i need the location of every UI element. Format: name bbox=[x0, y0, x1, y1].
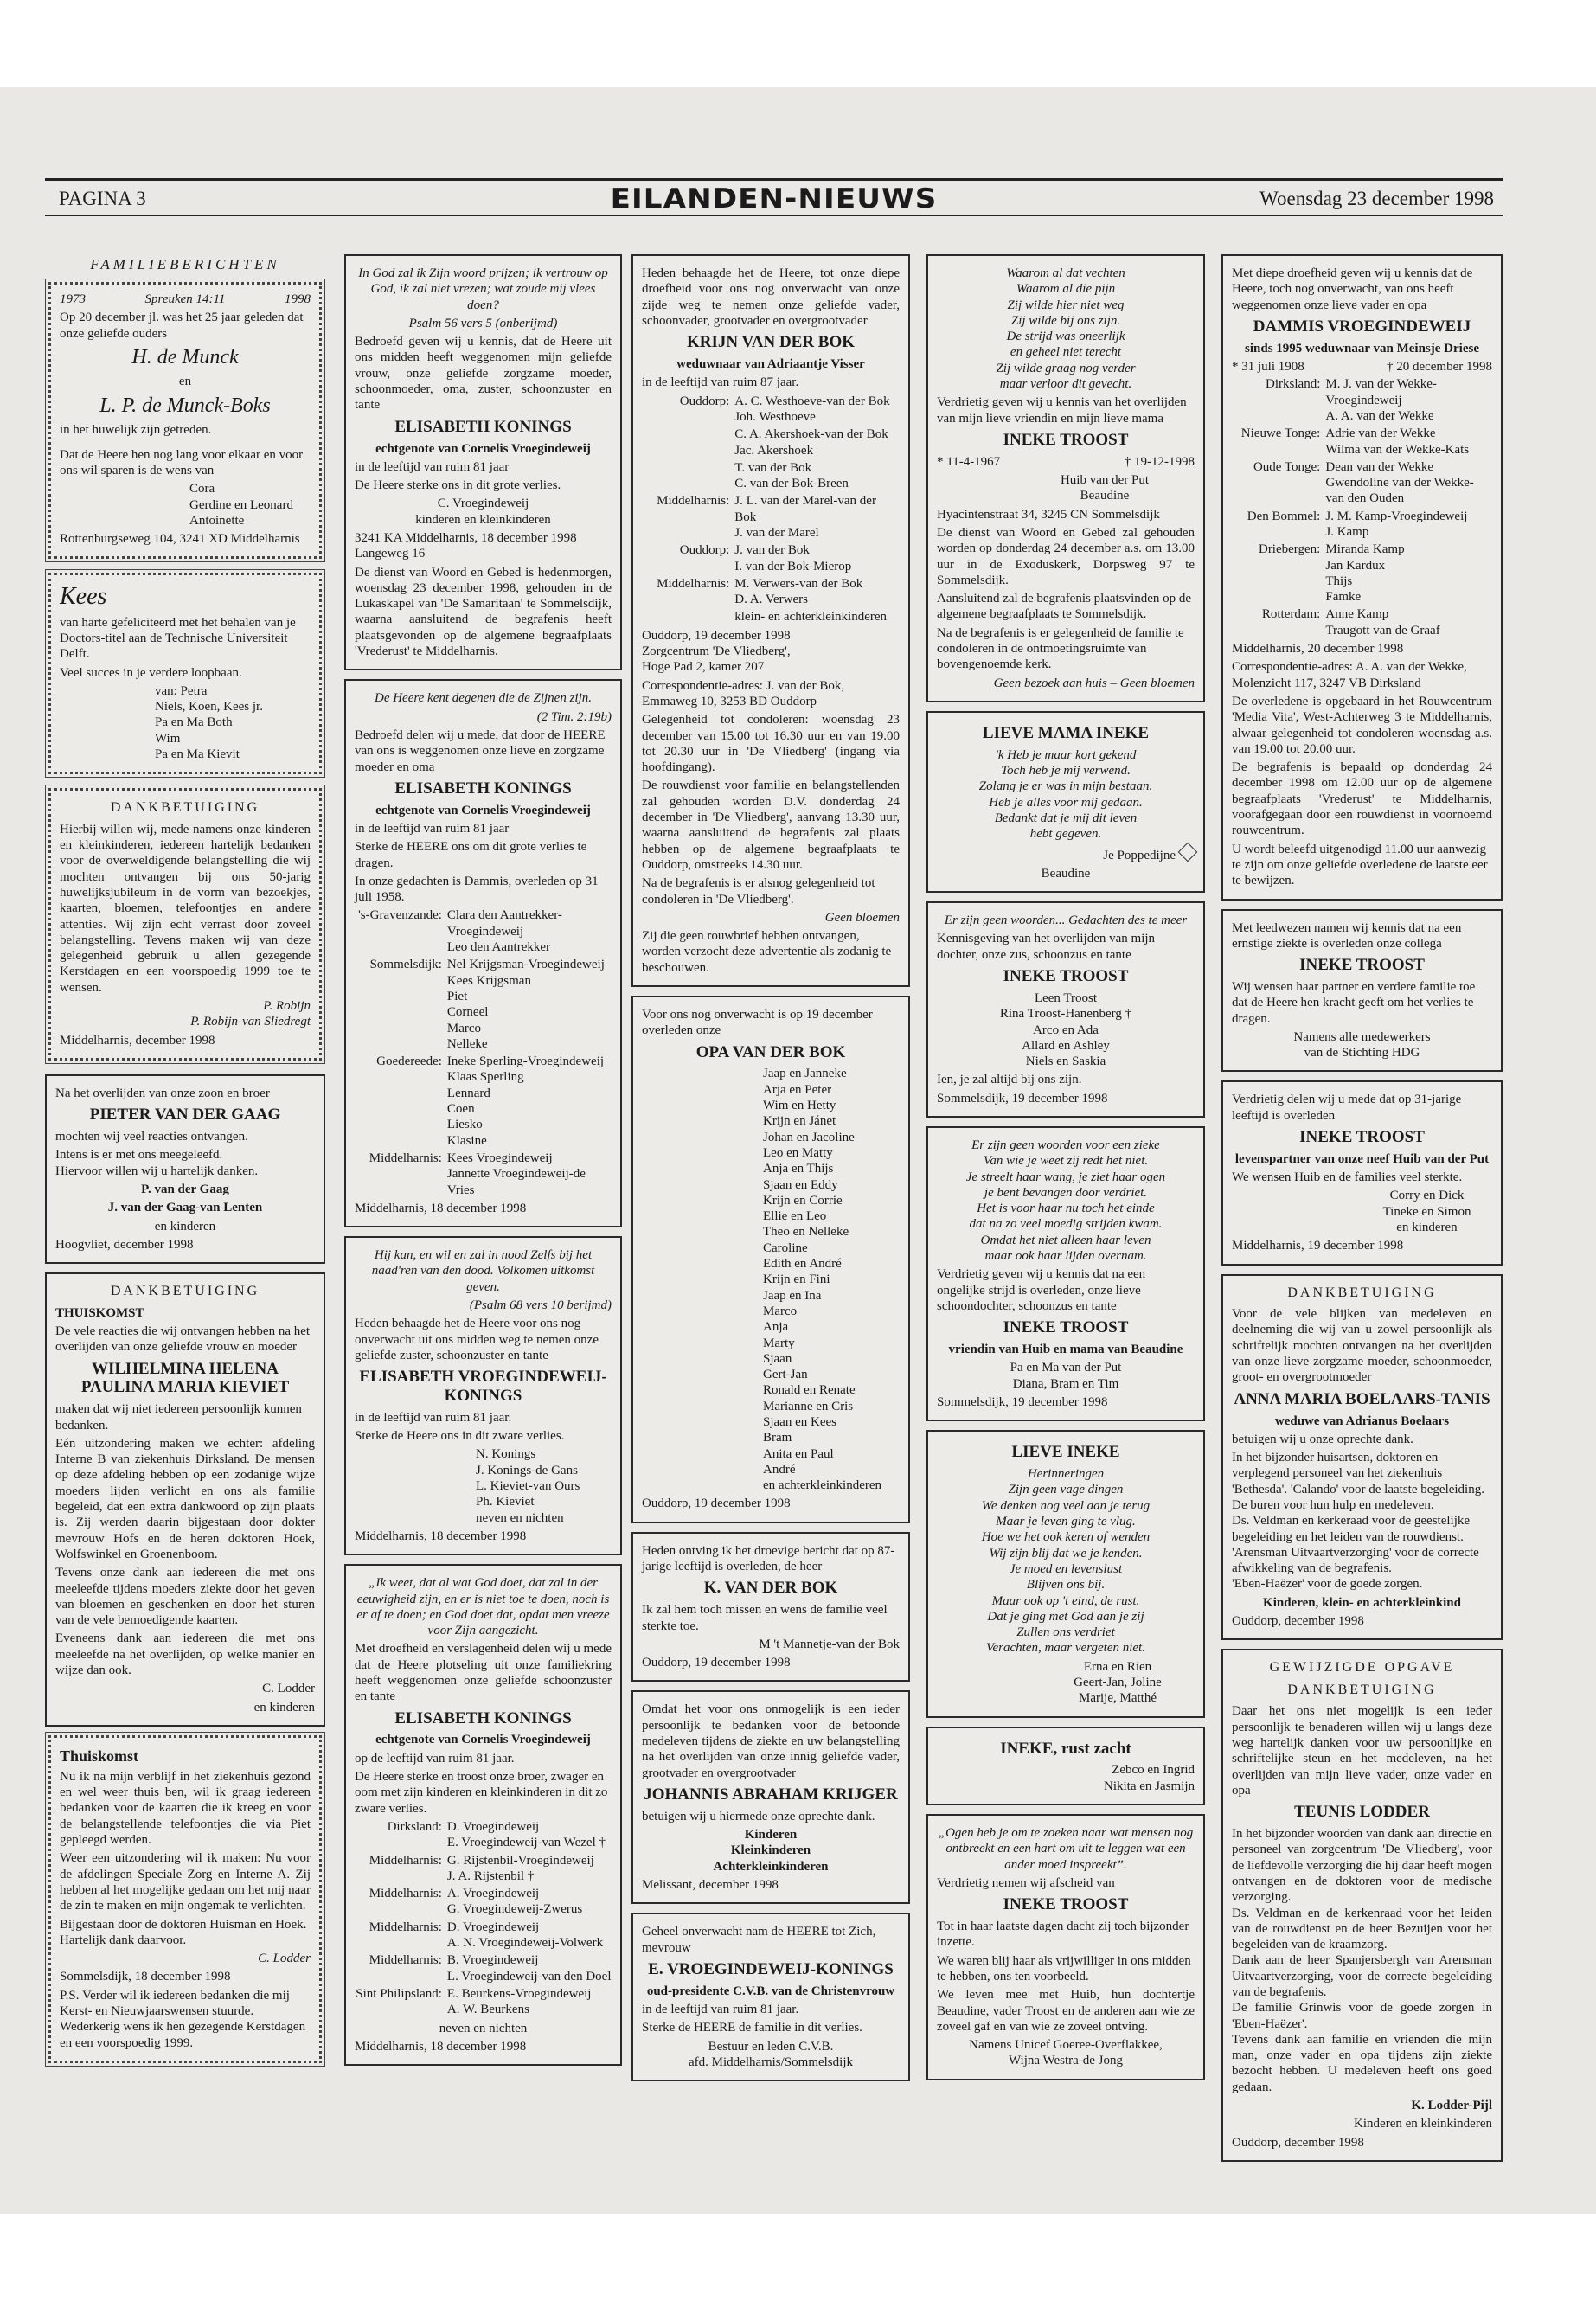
notice-text: Verdrietig geven wij u kennis dat na een ongelijke strijd is overleden, onze lieve schoondochter, schoonzus en tante bbox=[937, 1267, 1146, 1313]
signatory: neven en nichten bbox=[439, 2021, 528, 2035]
death-date: † 19-12-1998 bbox=[1124, 454, 1195, 469]
spouse-line: weduwe van Adrianus Boelaars bbox=[1274, 1413, 1450, 1428]
family-place: Nieuwe Tonge: bbox=[1240, 426, 1321, 441]
age-line: in de leeftijd van ruim 81 jaar. bbox=[642, 2002, 799, 2016]
family-row bbox=[642, 542, 900, 574]
family-place: Dirksland: bbox=[387, 1819, 442, 1834]
relation-line: levenspartner van onze neef Huib van der Put bbox=[1234, 1151, 1490, 1166]
notice-troost-inlaws bbox=[926, 1126, 1205, 1421]
family-names: A. C. Westhoeve-van der Bok Joh. Westhoeve bbox=[734, 394, 890, 424]
heart-icon bbox=[1178, 842, 1198, 862]
family-names: D. Vroegindeweij A. N. Vroegindeweij-Volwerk bbox=[446, 1920, 604, 1951]
masthead-logo: EILANDEN-NIEUWS bbox=[610, 183, 938, 215]
verse-ref: Spreuken 14:11 bbox=[144, 292, 226, 306]
place-date: Middelharnis, 18 december 1998 bbox=[355, 2039, 527, 2054]
column-4 bbox=[926, 254, 1205, 2089]
age-line: in de leeftijd van ruim 81 jaar bbox=[355, 822, 510, 836]
family-names: G. Rijstenbil-Vroegindeweij J. A. Rijstenbil † bbox=[446, 1853, 594, 1883]
bible-quote: De Heere kent degenen die de Zijnen zijn. bbox=[374, 691, 593, 706]
notice-text: van harte gefeliciteerd met het behalen van je Doctors-titel aan de Technische Universiteit Delft. bbox=[60, 615, 296, 662]
family-place: Ouddorp: bbox=[679, 543, 730, 558]
spouse-line: echtgenote van Cornelis Vroegindeweij bbox=[375, 441, 591, 456]
signatory: Kinderen en kleinkinderen bbox=[1354, 2117, 1492, 2131]
signatory: Beaudine bbox=[1041, 866, 1091, 881]
signatories: Pa en Ma van der Put Diana, Bram en Tim bbox=[1010, 1361, 1122, 1391]
notice-text: Verdrietig delen wij u mede dat op 31-jarige leeftijd is overleden bbox=[1232, 1093, 1462, 1123]
correspondence-address: Correspondentie-adres: J. van der Bok, Emmaweg 10, 3253 BD Ouddorp bbox=[642, 678, 845, 708]
notice-text: Heden ontving ik het droevige bericht dat op 87-jarige leeftijd is overleden, de heer bbox=[642, 1543, 895, 1574]
notice-lieve-ineke bbox=[926, 1430, 1205, 1717]
family-row bbox=[642, 609, 900, 625]
family-names: Nel Krijgsman-Vroegindeweij Kees Krijgsman Piet Corneel Marco Nelleke bbox=[446, 958, 605, 1051]
signatories: Huib van der Put Beaudine bbox=[1060, 473, 1150, 503]
family-row bbox=[355, 907, 612, 955]
notice-text: Voor ons nog onverwacht is op 19 december overleden onze bbox=[642, 1008, 873, 1038]
notice-cvb bbox=[631, 1913, 910, 2081]
notice-heading: Thuiskomst bbox=[60, 1747, 139, 1765]
issue-date: Woensdag 23 december 1998 bbox=[1259, 188, 1494, 209]
notice-heading: DANKBETUIGING bbox=[110, 1284, 260, 1299]
column-3 bbox=[631, 254, 910, 2090]
notice-31-jarig bbox=[1221, 1080, 1503, 1265]
notice-kicker: GEWIJZIGDE OPGAVE bbox=[1269, 1660, 1455, 1676]
place-date: Ouddorp, 19 december 1998 Zorgcentrum 'De Vliedberg', Hoge Pad 2, kamer 207 bbox=[642, 628, 791, 675]
notice-homecoming bbox=[48, 1735, 322, 2063]
deceased-name: ELISABETH VROEGINDEWEIJ-KONINGS bbox=[359, 1368, 607, 1406]
notice-text: in het huwelijk zijn getreden. bbox=[60, 423, 212, 438]
notice-text: Daar het ons niet mogelijk is een ieder persoonlijk te benaderen willen wij u langs deze weg hartelijk danken voor uw persoonlijke en schriftelijke steun en het medeleven, na het overlijden van mijn lieve vader, onze vader en opa bbox=[1232, 1704, 1492, 1798]
notice-heading: INEKE, rust zacht bbox=[1000, 1739, 1131, 1758]
deceased-name: WILHELMINA HELENA PAULINA MARIA KIEVIET bbox=[80, 1359, 290, 1397]
notice-text: Weer een uitzondering wil ik maken: Nu voor de afdelingen Speciale Zorg en Interne A. Zij hebben al het mogelijke gedaan om het mij naar de zin te maken en mijn ongemak te verlichten. bbox=[60, 1851, 311, 1913]
notice-heading: LIEVE INEKE bbox=[1011, 1443, 1120, 1462]
burial-info: Aansluitend zal de begrafenis plaatsvinden op de algemene begraafplaats te Sommelsdijk. bbox=[937, 592, 1192, 622]
deceased-name: INEKE TROOST bbox=[1299, 956, 1425, 975]
family-names: T. van der Bok C. van der Bok-Breen bbox=[734, 460, 849, 491]
notice-text: In onze gedachten is Dammis, overleden op 31 juli 1958. bbox=[355, 874, 599, 905]
family-row bbox=[1232, 542, 1492, 605]
poem: 'k Heb je maar kort gekend Toch heb je mij verwend. Zolang je er was in mijn bestaan. Heb je alles voor mij gedaan. Bedankt dat je mij dit leven hebt gegeven. bbox=[978, 747, 1153, 842]
spouse-line: echtgenote van Cornelis Vroegindeweij bbox=[375, 803, 591, 817]
birth-date: * 11-4-1967 bbox=[937, 454, 1001, 469]
family-row bbox=[642, 394, 900, 426]
family-names: Dean van der Wekke Gwendoline van der Wekke-van den Ouden bbox=[1325, 459, 1474, 506]
family-names: D. Vroegindeweij E. Vroegindeweij-van Wezel † bbox=[446, 1819, 606, 1850]
deceased-name: INEKE TROOST bbox=[1003, 1318, 1129, 1337]
notice-text: We waren blij haar als vrijwilliger in ons midden te hebben, ons ten voorbeeld. bbox=[937, 1953, 1191, 1984]
place-date: Middelharnis, 18 december 1998 bbox=[355, 1201, 527, 1215]
page-header bbox=[45, 178, 1503, 216]
notice-text: We wensen Huib en de families veel sterkte. bbox=[1232, 1170, 1463, 1185]
poem: Waarom al dat vechten Waarom al die pijn Zij wilde hier niet weg Zij wilde bij ons zijn. De strijd was oneerlijk en geheel niet terecht Zij wilde graag nog verder maar verloor dit gevecht. bbox=[996, 266, 1136, 392]
bible-ref: (Psalm 68 vers 10 berijmd) bbox=[469, 1298, 612, 1313]
deceased-name: INEKE TROOST bbox=[1003, 1895, 1129, 1914]
family-place: Middelharnis: bbox=[657, 494, 730, 509]
deceased-name: PIETER VAN DER GAAG bbox=[89, 1106, 281, 1125]
signatories: Namens Unicef Goeree-Overflakkee, Wijna Westra-de Jong bbox=[969, 2038, 1163, 2068]
notice-text: Sterke de HEERE ons om dit grote verlies te dragen. bbox=[355, 840, 587, 870]
place-date: Middelharnis, 19 december 1998 bbox=[1232, 1239, 1404, 1253]
notice-text: Met leedwezen namen wij kennis dat na een ernstige ziekte is overleden onze collega bbox=[1232, 920, 1462, 951]
notice-text: Verdrietig geven wij u kennis van het overlijden van mijn lieve vriendin en mijn lieve mama bbox=[937, 395, 1187, 426]
notice-text: Nu ik na mijn verblijf in het ziekenhuis gezond en wel weer thuis ben, wil ik graag iedereen bedanken voor de kaarten die ik kreeg en voor de belangstellende telefoontjes die via Piet gepleegd werden. bbox=[60, 1769, 311, 1848]
bible-ref: (2 Tim. 2:19b) bbox=[536, 709, 612, 724]
place-date: Sommelsdijk, 19 december 1998 bbox=[937, 1395, 1108, 1409]
column-1 bbox=[45, 254, 325, 2077]
deceased-name: DAMMIS VROEGINDEWEIJ bbox=[1253, 317, 1471, 336]
birth-date: * 31 juli 1908 bbox=[1232, 360, 1304, 375]
family-row bbox=[355, 1952, 612, 1984]
notice-text: Intens is er met ons meegeleefd. Hiervoor willen wij u hartelijk danken. bbox=[55, 1148, 259, 1178]
page-number: PAGINA 3 bbox=[59, 188, 146, 209]
place-date: Middelharnis, 18 december 1998 bbox=[355, 1529, 527, 1543]
service-info: De rouwdienst voor familie en belangstellenden zal gehouden worden D.V. donderdag 24 december in 'De Vliedberg', aanvang 13.30 uur, waarna aansluitend de begrafenis zal plaats hebben op de algemene begraafplaats te Ouddorp, omstreeks 14.30 uur. bbox=[642, 779, 900, 872]
family-place: Den Bommel: bbox=[1247, 509, 1321, 523]
family-row bbox=[642, 576, 900, 608]
signatories: P. Robijn P. Robijn-van Sliedregt bbox=[190, 999, 311, 1029]
family-place bbox=[642, 460, 734, 492]
deceased-name: JOHANNIS ABRAHAM KRIJGER bbox=[644, 1785, 898, 1804]
place-date: Hoogvliet, december 1998 bbox=[55, 1237, 194, 1252]
notice-krijger bbox=[631, 1690, 910, 1904]
signatory: K. Lodder-Pijl bbox=[1411, 2099, 1492, 2113]
couple-name-1: H. de Munck bbox=[131, 345, 239, 369]
notice-text: Voor de vele blijken van medeleven en deelneming die wij van u zowel persoonlijk als schriftelijk mochten ontvangen na het overlijden van onze lieve zorgzame moeder, schoonmoeder, groot- en overgrootmoeder bbox=[1232, 1307, 1492, 1385]
deceased-name: ANNA MARIA BOELAARS-TANIS bbox=[1234, 1389, 1490, 1408]
notice-text: Met droefheid en verslagenheid delen wij u mede dat de Heere plotseling uit onze familiekring heeft weggenomen onze geliefde schoonzuster en tante bbox=[355, 1642, 612, 1704]
family-names: C. A. Akershoek-van der Bok Jac. Akershoek bbox=[734, 427, 888, 458]
notice-text: Sterke de Heere ons in dit zware verlies. bbox=[355, 1429, 565, 1444]
notice-text: Bijgestaan door de doktoren Huisman en Hoek. Hartelijk dank daarvoor. bbox=[60, 1917, 307, 1947]
signatories: van: Petra Niels, Koen, Kees jr. Pa en Ma Both Wim Pa en Ma Kievit bbox=[155, 683, 263, 761]
family-row bbox=[355, 1819, 612, 1851]
family-place bbox=[642, 426, 734, 458]
signatory: C. Lodder bbox=[262, 1682, 315, 1696]
family-names: E. Beurkens-Vroegindeweij A. W. Beurkens bbox=[446, 1986, 592, 2017]
family-names: Adrie van der Wekke Wilma van der Wekke-Kats bbox=[1325, 426, 1470, 457]
notice-text: Na het overlijden van onze zoon en broer bbox=[55, 1086, 270, 1100]
family-place: Middelharnis: bbox=[657, 576, 730, 591]
place-date: Ouddorp, december 1998 bbox=[1232, 2135, 1364, 2150]
family-names: J. van der Bok I. van der Bok-Mierop bbox=[734, 543, 852, 574]
notice-troost-father bbox=[926, 901, 1205, 1118]
notice-text: Kennisgeving van het overlijden van mijn dochter, onze zus, schoonzus en tante bbox=[937, 932, 1156, 962]
notice-text: Geheel onverwacht nam de HEERE tot Zich, mevrouw bbox=[642, 1925, 876, 1955]
notice-konings-family bbox=[344, 254, 622, 670]
notice-text: Sterke de HEERE de familie in dit verlies. bbox=[642, 2021, 862, 2035]
family-row bbox=[355, 1150, 612, 1198]
death-date: † 20 december 1998 bbox=[1386, 360, 1492, 375]
family-place: Middelharnis: bbox=[369, 1150, 442, 1165]
role-line: oud-presidente C.V.B. van de Christenvrouw bbox=[646, 1984, 895, 1998]
notice-text: mochten wij veel reacties ontvangen. bbox=[55, 1130, 248, 1144]
notice-text: Verdrietig nemen wij afscheid van bbox=[937, 1875, 1115, 1890]
notice-heading: DANKBETUIGING bbox=[1287, 1682, 1437, 1697]
notice-text: Heden behaagde het de Heere voor ons nog onverwacht uit ons midden weg te nemen onze geliefde zuster, schoonzuster en tante bbox=[355, 1317, 599, 1362]
poem: Herinneringen Zijn geen vage dingen We denken nog veel aan je terug Maar je leven ging te vlug. Hoe we het ook keren of wenden Wij zijn blij dat we je kenden. Je moed en levenslust Blijven ons bij. Maar ook op 't eind, de rust. Dat je ging met God aan je zij Zullen ons verdriet Verachten, maar vergeten niet. bbox=[981, 1467, 1151, 1656]
notice-subheading: THUISKOMST bbox=[55, 1305, 144, 1320]
notice-text: Bedroefd geven wij u kennis, dat de Heere uit ons midden heeft weggenomen mijn geliefde vrouw, onze geliefde zorgzame moeder, schoonmoeder, oma, zuster, schoonzuster en tante bbox=[355, 335, 612, 413]
family-place: Rotterdam: bbox=[1261, 607, 1321, 622]
family-row bbox=[642, 460, 900, 492]
year-end: 1998 bbox=[284, 292, 311, 306]
family-names: Clara den Aantrekker-Vroegindeweij Leo den Aantrekker bbox=[446, 908, 562, 955]
signatory: en kinderen bbox=[154, 1219, 216, 1234]
notice-unicef bbox=[926, 1814, 1205, 2080]
address: Hyacintenstraat 34, 3245 CN Sommelsdijk bbox=[937, 507, 1160, 522]
deceased-name: ELISABETH KONINGS bbox=[394, 779, 572, 798]
place-date: Middelharnis, december 1998 bbox=[60, 1033, 215, 1048]
signatories: Corry en Dick Tineke en Simon en kinderen bbox=[1382, 1189, 1471, 1235]
family-place: Middelharnis: bbox=[369, 1853, 442, 1868]
notice-text: Bedroefd delen wij u mede, dat door de HEERE van ons is weggenomen onze lieve en zorgzame moeder en oma bbox=[355, 727, 606, 774]
signatory: P. van der Gaag bbox=[141, 1182, 229, 1196]
family-names: J. L. van der Marel-van der Bok J. van der Marel bbox=[734, 494, 876, 540]
notice-text: Eén uitzondering maken we echter: afdeling Interne B van ziekenhuis Dirksland. De mensen op deze afdeling hebben op een zodanige wijze moeders lijden verlicht en ons als familie begeleid, dat een extra dankwoord op zijn plaats is. Zij werden daarin bijgestaan door dokter mevrouw Hofs en de heren doktoren Hoek, Wolfswinkel en Groenenboom. bbox=[55, 1436, 315, 1561]
family-row bbox=[355, 1986, 612, 2018]
relation-line: vriendin van Huib en mama van Beaudine bbox=[948, 1343, 1183, 1357]
notice-thanks-gaag bbox=[45, 1074, 325, 1264]
notice-anniversary bbox=[48, 282, 322, 559]
deceased-name: TEUNIS LODDER bbox=[1294, 1803, 1430, 1822]
notice-text: De Heere sterke ons in dit grote verlies. bbox=[355, 478, 561, 493]
family-place: Sommelsdijk: bbox=[369, 958, 442, 972]
notice-opa bbox=[631, 996, 910, 1523]
deceased-name: INEKE TROOST bbox=[1299, 1128, 1425, 1147]
family-names: M. Verwers-van der Bok D. A. Verwers bbox=[734, 576, 863, 607]
notice-text: Wij wensen haar partner en verdere familie toe dat de Heere hen kracht geeft om het verlies te dragen. bbox=[1232, 979, 1476, 1026]
notice-konings-siblings bbox=[344, 1236, 622, 1555]
place-date: Ouddorp, 19 december 1998 bbox=[642, 1656, 791, 1670]
notice-text: Ien, je zal altijd bij ons zijn. bbox=[937, 1073, 1082, 1087]
bible-ref: Psalm 56 vers 5 (onberijmd) bbox=[408, 316, 558, 330]
family-names: Kees Vroegindeweij Jannette Vroegindeweij-de Vries bbox=[446, 1150, 586, 1197]
family-place bbox=[642, 609, 734, 625]
spouse-line: weduwnaar van Adriaantje Visser bbox=[676, 357, 865, 372]
place-date: Middelharnis, 20 december 1998 bbox=[1232, 642, 1404, 657]
family-row bbox=[1232, 509, 1492, 541]
age-line: in de leeftijd van ruim 81 jaar. bbox=[355, 1410, 512, 1425]
notice-thanks-lodder bbox=[1221, 1649, 1503, 2162]
family-row bbox=[355, 1920, 612, 1952]
notice-van-der-bok bbox=[631, 254, 910, 987]
service-info: De dienst van Woord en Gebed zal gehouden worden op donderdag 24 december a.s. om 13.00 uur in de Exoduskerk, Dorpsweg 97 te Sommelsdijk. bbox=[937, 526, 1195, 587]
lying-in-state: De overledene is opgebaard in het Rouwcentrum 'Media Vita', West-Achterweg 3 te Middelharnis, alwaar gelegenheid tot condoleren woensdag a.s. van 19.00 tot 20.00 uur. bbox=[1232, 694, 1492, 756]
notice-text: De vele reacties die wij ontvangen hebben na het overlijden van onze geliefde vrouw en moeder bbox=[55, 1324, 311, 1355]
person-name: Kees bbox=[60, 583, 107, 611]
place-date: Melissant, december 1998 bbox=[642, 1877, 779, 1892]
signatories: Kinderen Kleinkinderen Achterkleinkinderen bbox=[713, 1828, 829, 1874]
section-title: FAMILIEBERICHTEN bbox=[90, 256, 280, 272]
notice-heading: DANKBETUIGING bbox=[110, 800, 260, 816]
notice-heading: LIEVE MAMA INEKE bbox=[982, 723, 1150, 742]
family-place: Middelharnis: bbox=[369, 1953, 442, 1968]
family-row bbox=[355, 1054, 612, 1149]
burial-info: De begrafenis is bepaald op donderdag 24 december 1998 om 12.00 uur op de algemene begraafplaats 'Vrederust' te Middelharnis, voorafgegaan door een rouwdienst in voornoemd rouwcentrum. bbox=[1232, 760, 1492, 838]
notice-text: maken dat wij niet iedereen persoonlijk kunnen bedanken. bbox=[55, 1402, 302, 1433]
signatories: Zebco en Ingrid Nikita en Jasmijn bbox=[1104, 1763, 1195, 1793]
notice-lieve-mama bbox=[926, 711, 1205, 893]
family-row bbox=[642, 493, 900, 541]
family-list bbox=[355, 1819, 612, 2018]
notice-text: Ik zal hem toch missen en wens de familie veel sterkte toe. bbox=[642, 1603, 888, 1633]
signatories: Cora Gerdine en Leonard Antoinette bbox=[189, 482, 293, 528]
family-names: Ineke Sperling-Vroegindeweij Klaas Sperling Lennard Coen Liesko Klasine bbox=[446, 1054, 605, 1148]
notice-text: Dat de Heere hen nog lang voor elkaar en voor ons wil sparen is de wens van bbox=[60, 447, 304, 478]
burial-info: De dienst van Woord en Gebed is hedenmorgen, woensdag 23 december 1998, gehouden in de Lukaskapel van 'De Samaritaan' te Sommelsdijk, waarna aansluitend de begrafenis heeft plaatsgevonden op de algemene begraafplaats 'Vrederust' te Middelharnis. bbox=[355, 565, 612, 659]
signatory: C. Lodder bbox=[258, 1952, 311, 1966]
notice-text: Heden behaagde het de Heere, tot onze diepe droefheid voor ons nog onverwacht van onze zijde weg te nemen onze geliefde vader, schoonvader, grootvader en overgrootvader bbox=[642, 266, 900, 328]
quote: „Ogen heb je om te zoeken naar wat mensen nog ontbreekt en een hart om uit te leggen wat een ander moed inspreekt”. bbox=[938, 1826, 1194, 1872]
signatories: Leen Troost Rina Troost-Hanenberg † Arco en Ada Allard en Ashley Niels en Saskia bbox=[999, 990, 1132, 1069]
family-row bbox=[1232, 606, 1492, 638]
notice-text: Na de begrafenis is er alsnog gelegenheid tot condoleren in 'De Vliedberg'. bbox=[642, 876, 875, 907]
signatory: M 't Mannetje-van der Bok bbox=[759, 1637, 900, 1651]
signatory: en kinderen bbox=[253, 1700, 315, 1715]
signatories: Erna en Rien Geert-Jan, Joline Marije, Matthé bbox=[1074, 1659, 1162, 1706]
bible-quote: Hij kan, en wil en zal in nood Zelfs bij het naad'ren van den dood. Volkomen uitkomst geven. bbox=[371, 1248, 595, 1294]
notice-text: U wordt beleefd uitgenodigd 11.00 uur aanwezig te zijn om onze geliefde overledene de laatste eer te bewijzen. bbox=[1232, 842, 1488, 888]
conjunction: en bbox=[178, 375, 192, 389]
notice-text: Tevens onze dank aan iedereen die met ons meeleefde tijdens moeders ziekte door het geven van bloemen en geschenken en door het sturen van de vele bemoedigende kaarten. bbox=[55, 1566, 315, 1628]
family-row bbox=[355, 957, 612, 1052]
family-names: A. Vroegindeweij G. Vroegindeweij-Zwerus bbox=[446, 1887, 583, 1917]
column-2 bbox=[344, 254, 622, 2074]
signatory: J. van der Gaag-van Lenten bbox=[107, 1201, 263, 1215]
notice-konings-children bbox=[344, 679, 622, 1227]
postscript: P.S. Verder wil ik iedereen bedanken die mij Kerst- en Nieuwjaarswensen stuurde. Wederkerig wens ik hen gezegende Kerstdagen en een voorspoedig 1999. bbox=[60, 1988, 306, 2050]
family-row bbox=[355, 1886, 612, 1918]
correspondence-address: Correspondentie-adres: A. A. van der Wekke, Molenzicht 117, 3247 VB Dirksland bbox=[1232, 660, 1467, 690]
deceased-name: ELISABETH KONINGS bbox=[394, 1708, 572, 1727]
family-list bbox=[1232, 376, 1492, 638]
deceased-name: OPA VAN DER BOK bbox=[695, 1042, 846, 1061]
notice-k-van-der-bok bbox=[631, 1532, 910, 1682]
deceased-name: ELISABETH KONINGS bbox=[394, 417, 572, 436]
family-row bbox=[1232, 426, 1492, 458]
notice-text: Op 20 december jl. was het 25 jaar geleden dat onze geliefde ouders bbox=[60, 311, 304, 341]
signatories: Kinderen, klein- en achterkleinkind bbox=[1263, 1595, 1461, 1610]
family-place: Dirksland: bbox=[1266, 377, 1321, 392]
visiting-info: Gelegenheid tot condoleren: woensdag 23 december van 15.00 tot 16.30 uur en van 19.00 tot 20.30 uur in 'De Vliedberg' (ingang via hoofdingang). bbox=[642, 713, 900, 775]
notice-text: betuigen wij u onze oprechte dank. bbox=[1232, 1432, 1413, 1446]
year-start: 1973 bbox=[60, 292, 86, 306]
quote: Er zijn geen woorden... Gedachten des te meer bbox=[944, 913, 1188, 928]
place-date: Sommelsdijk, 19 december 1998 bbox=[937, 1091, 1108, 1106]
notice-hdg bbox=[1221, 909, 1503, 1073]
family-names: Anne Kamp Traugott van de Graaf bbox=[1325, 607, 1440, 638]
notice-heading: DANKBETUIGING bbox=[1287, 1285, 1437, 1300]
poem: Er zijn geen woorden voor een zieke Van wie je weet zij redt het niet. Je streelt haar wang, je ziet haar ogen je bent bevangen door verdriet. Het is voor haar nu toch het einde dat na zo veel moedig strijden kwam. Omdat het niet alleen haar leven maar ook haar lijden overnam. bbox=[965, 1138, 1166, 1264]
notice-text: De Heere sterke en troost onze broer, zwager en oom met zijn kinderen en kleinkinderen in dit zo zware verlies. bbox=[355, 1770, 608, 1816]
family-row bbox=[355, 1853, 612, 1885]
place-date: Ouddorp, december 1998 bbox=[1232, 1614, 1364, 1629]
signatories: C. Vroegindeweij kinderen en kleinkinderen bbox=[415, 497, 551, 527]
family-names: Miranda Kamp Jan Kardux Thijs Famke bbox=[1325, 542, 1405, 605]
notice-text: Omdat het voor ons onmogelijk is een ieder persoonlijk te bedanken voor de betoonde medeleven tijdens de ziekte en uw belangstelling na het overlijden van onze innig geliefde vader, grootvader en overgrootvader bbox=[642, 1702, 900, 1780]
family-names: klein- en achterkleinkinderen bbox=[734, 610, 888, 625]
notice-text: We leven mee met Huib, hun dochtertje Beaudine, vader Troost en de anderen aan wie ze zoveel gaf en van wie ze zoveel ontving. bbox=[937, 1988, 1195, 2034]
family-place: 's-Gravenzande: bbox=[358, 908, 442, 923]
notice-thanks-robijn bbox=[48, 788, 322, 1061]
column-5 bbox=[1221, 254, 1503, 2170]
notice-thanks-kieviet bbox=[45, 1272, 325, 1727]
family-place: Middelharnis: bbox=[369, 1887, 442, 1901]
footer-note: Geen bezoek aan huis – Geen bloemen bbox=[993, 676, 1195, 690]
family-place: Sint Philipsland: bbox=[356, 1986, 442, 2001]
notice-text: Zij die geen rouwbrief hebben ontvangen, worden verzocht deze advertentie als zodanig te beschouwen. bbox=[642, 929, 892, 975]
family-names: B. Vroegindeweij L. Vroegindeweij-van den Doel bbox=[446, 1953, 612, 1984]
bible-quote: „Ik weet, dat al wat God doet, dat zal in der eeuwigheid zijn, en er is niet toe te doen, noch is er af te doen; en God doet dat, opdat men vreeze voor Zijn aangezicht. bbox=[356, 1576, 610, 1638]
notice-congratulation bbox=[48, 573, 322, 774]
family-names: M. J. van der Wekke-Vroegindeweij A. A. van der Wekke bbox=[1325, 377, 1437, 423]
notice-text: Eveneens dank aan iedereen die met ons meeleefde na het overlijden, op welke manier en wijze dan ook. bbox=[55, 1631, 315, 1678]
age-line: in de leeftijd van ruim 87 jaar. bbox=[642, 375, 799, 390]
notice-text: betuigen wij u hiermede onze oprechte dank. bbox=[642, 1809, 875, 1823]
spouse-line: echtgenote van Cornelis Vroegindeweij bbox=[375, 1733, 591, 1747]
notice-text: Veel succes in je verdere loopbaan. bbox=[60, 665, 242, 680]
flowers-note: Geen bloemen bbox=[824, 910, 900, 925]
notice-troost-partner bbox=[926, 254, 1205, 702]
family-row bbox=[1232, 459, 1492, 507]
deceased-name: INEKE TROOST bbox=[1003, 430, 1129, 449]
family-list bbox=[355, 907, 612, 1197]
notice-text: In het bijzonder huisartsen, doktoren en verplegend personeel van het ziekenhuis 'Bethesda'. 'Calando' voor de laatste begeleiding. De buren voor hun hulp en medeleven. Ds. Veldman en kerkeraad voor de geestelijke begeleiding en het leiden van de rouwdienst. 'Arensman Uitvaartverzorging' voor de correcte afwikkeling van de begrafenis. 'Eben-Haëzer' voor de goede zorgen. bbox=[1232, 1451, 1484, 1592]
family-place: Goedereede: bbox=[376, 1054, 442, 1069]
family-place: Ouddorp: bbox=[679, 394, 730, 408]
signatories: Namens alle medewerkers van de Stichting HDG bbox=[1293, 1029, 1431, 1061]
notice-text: Met diepe droefheid geven wij u kennis dat de Heere, toch nog onverwacht, van ons heeft weggenomen onze lieve vader en opa bbox=[1232, 266, 1473, 312]
family-row bbox=[1232, 376, 1492, 424]
notice-konings-inlaws bbox=[344, 1564, 622, 2066]
notice-text: Hierbij willen wij, mede namens onze kinderen en kleinkinderen, iedereen hartelijk bedanken voor de overweldigende belangstelling die wij mochten ontvangen bij ons 50-jarig huwelijksjubileum in de vorm van bezoekjes, kaarten, bloemen, telefoontjes en andere attenties. Wij zijn echt verrast door zoveel belangstelling. Tevens maken wij van deze gelegenheid gebruik u allen gezegende Kerstdagen en een voorspoedig 1999 toe te wensen. bbox=[60, 822, 311, 995]
deceased-name: INEKE TROOST bbox=[1003, 967, 1129, 986]
notice-rust-zacht bbox=[926, 1727, 1205, 1805]
bible-quote: In God zal ik Zijn woord prijzen; ik vertrouw op God, ik zal niet vrezen; wat zoude mij vlees doen? bbox=[358, 266, 608, 312]
deceased-name: KRIJN VAN DER BOK bbox=[686, 333, 856, 352]
age-line: in de leeftijd van ruim 81 jaar bbox=[355, 459, 510, 474]
couple-name-2: L. P. de Munck-Boks bbox=[99, 394, 271, 417]
notice-dammis bbox=[1221, 254, 1503, 901]
spouse-line: sinds 1995 weduwnaar van Meinsje Driese bbox=[1245, 341, 1479, 356]
signatory: Je Poppedijne bbox=[1103, 848, 1176, 862]
place-date: Sommelsdijk, 18 december 1998 bbox=[60, 1970, 231, 1984]
notice-text: Tot in haar laatste dagen dacht zij toch bijzonder inzette. bbox=[937, 1920, 1189, 1950]
notice-thanks-tanis bbox=[1221, 1274, 1503, 1641]
family-place: Middelharnis: bbox=[369, 1920, 442, 1934]
deceased-name: K. VAN DER BOK bbox=[703, 1579, 838, 1598]
deceased-name: E. VROEGINDEWEIJ-KONINGS bbox=[648, 1959, 894, 1978]
address: 3241 KA Middelharnis, 18 december 1998 Langeweg 16 bbox=[355, 531, 577, 561]
age-line: op de leeftijd van ruim 81 jaar. bbox=[355, 1751, 515, 1766]
signatories: Bestuur en leden C.V.B. afd. Middelharnis/Sommelsdijk bbox=[689, 2039, 853, 2069]
signatories: Jaap en Janneke Arja en Peter Wim en Hetty Krijn en Jánet Johan en Jacoline Leo en Matty Anja en Thijs Sjaan en Eddy Krijn en Corrie Ellie en Leo Theo en Nelleke Caroline Edith en André Krijn en Fini Jaap en Ina Marco Anja Marty Sjaan Gert-Jan Ronald en Renate Marianne en Cris Sjaan en Kees Bram Anita en Paul André en achterkleinkinderen bbox=[763, 1067, 882, 1493]
family-names: J. M. Kamp-Vroegindeweij J. Kamp bbox=[1325, 509, 1468, 539]
family-place: Driebergen: bbox=[1258, 542, 1321, 557]
family-place: Oude Tonge: bbox=[1253, 459, 1321, 474]
address: Rottenburgseweg 104, 3241 XD Middelharnis bbox=[60, 532, 300, 547]
family-list bbox=[642, 394, 900, 625]
family-row bbox=[642, 426, 900, 458]
notice-text: In het bijzonder woorden van dank aan directie en personeel van zorgcentrum 'De Vliedberg', voor de liefdevolle verzorging die hij daar heeft mogen ontvangen en de doktoren voor de medische verzorging. Ds. Veldman en de kerkenraad voor het leiden van de rouwdienst en de heer Bezuijen voor het begeleiden van de kraamzorg. Dank aan de heer Spanjersbergh van Arensman Uitvaartverzorging, voor de correcte begeleiding van de begrafenis. De familie Grinwis voor de goede zorgen in 'Eben-Haëzer'. Tevens dank aan familie en vrienden die mijn man, onze vader en opa tijdens zijn ziekte bezocht hebben. U medeleven heeft ons goed gedaan. bbox=[1232, 1827, 1492, 2094]
place-date: Ouddorp, 19 december 1998 bbox=[642, 1497, 791, 1511]
notice-text: Na de begrafenis is er gelegenheid de familie te condoleren in de ontmoetingsruimte van bovengenoemde kerk. bbox=[937, 625, 1184, 672]
signatories: N. Konings J. Konings-de Gans L. Kieviet-van Ours Ph. Kieviet neven en nichten bbox=[476, 1447, 580, 1525]
